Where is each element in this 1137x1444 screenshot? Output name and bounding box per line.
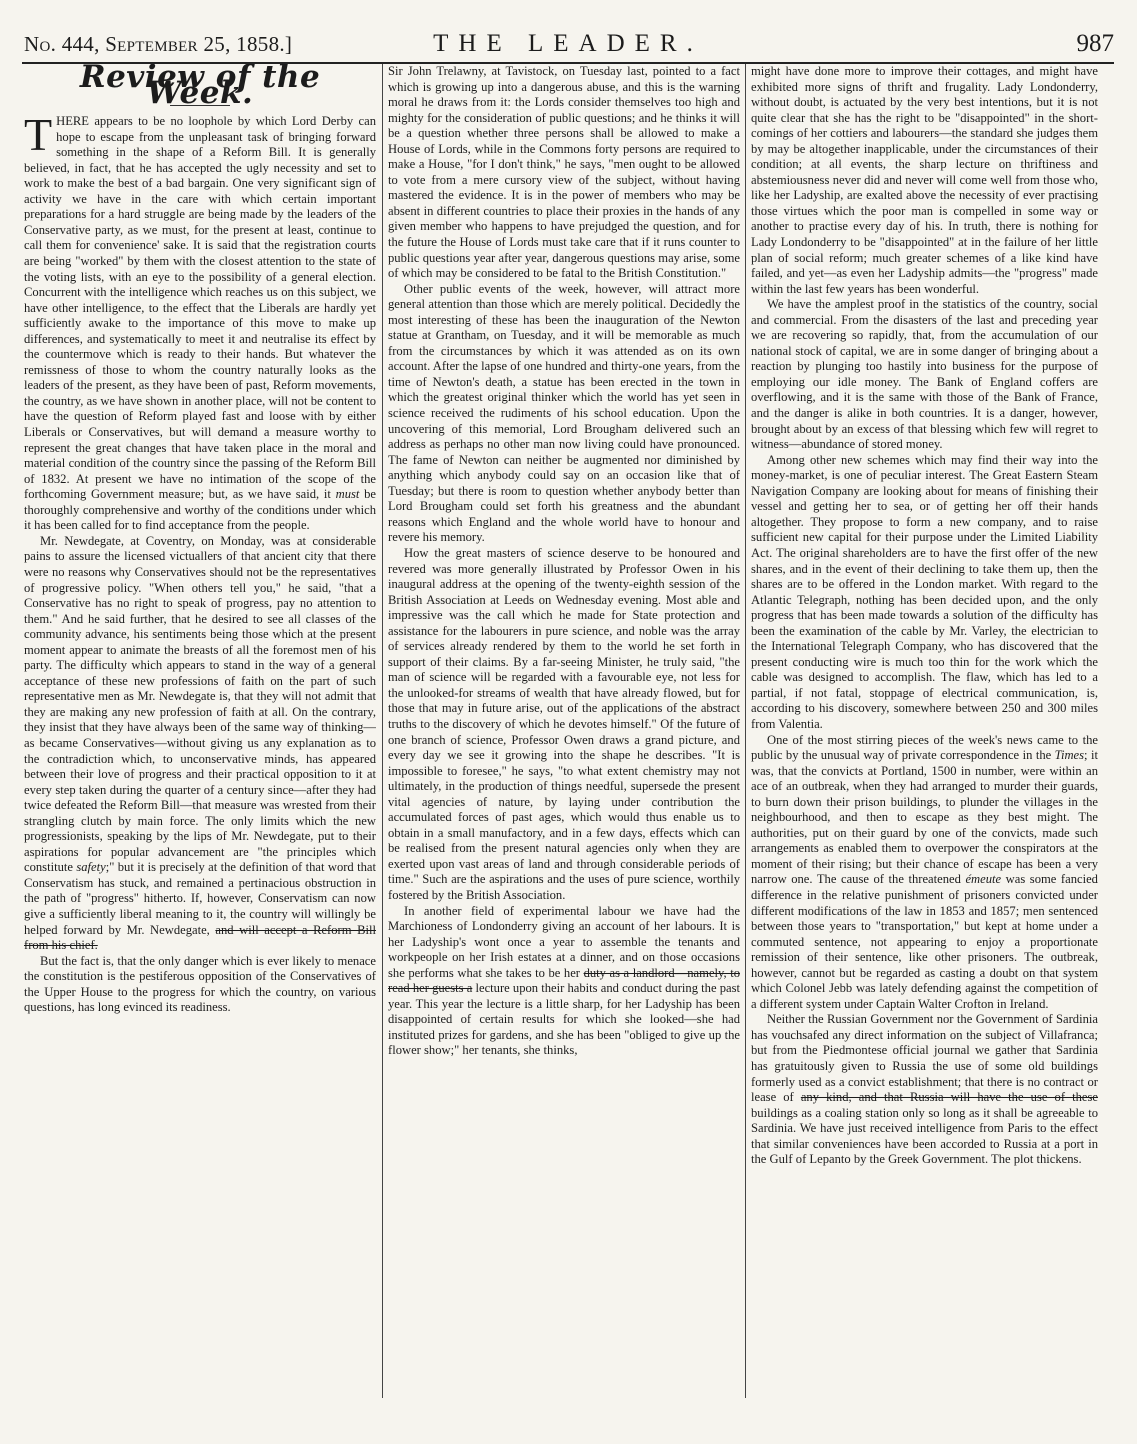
page-number: 987 bbox=[1076, 30, 1114, 57]
paragraph: Other public events of the week, however, will attract more general attention than those which are merely political. Decidedly the most interesting of these has been the inauguration of the Newton statue at Grantham, on Tuesday, and it will be memorable as much from the circumstances by which it was attended as on its own account. After the lapse of one hundred and thirty-one years, from the time of Newton's death, a statue has been erected in the town in which the greatest original thinker which the world has yet seen in science received the rudiments of his school education. Upon the uncovering of this memorial, Lord Brougham delivered such an address as perhaps no other man now living could have pronounced. The fame of Newton can neither be augmented nor diminished by anything which anybody could say on an occasion like that of Tuesday; but there is room to question whether anybody better than Lord Brougham could set forth his greatness and the abundant reasons which England and the whole world have to honour and revere his memory. bbox=[388, 281, 740, 545]
column-rule-left bbox=[382, 64, 383, 1398]
drop-cap: T bbox=[24, 109, 53, 161]
section-heading: Review of the Week. bbox=[79, 64, 321, 111]
paragraph: We have the amplest proof in the statistics of the country, social and commercial. From the disasters of the last and preceding year we are recovering so rapidly, that, from the accumulation of our national stock of capital, we are in some danger of bringing about a reaction by plunging too hastily into business for the purpose of employing our idle money. The Bank of England coffers are overflowing, and it is the same with those of the Bank of France, and the danger is alike in both countries. It is a danger, however, brought about by an excess of that blessing which few will regret to witness—abundance of stored money. bbox=[751, 297, 1098, 452]
paragraph: Neither the Russian Government nor the Government of Sardinia has vouchsafed any direct information on the subject of Villafranca; but from the Piedmontese official journal we gather that Sardinia has gratuitously given to Russia the use of some old buildings formerly used as a convict establishment; that there is no contract or lease of any kind, and that Russia will have the use of these buildings as a coaling station only so long as it shall be agreeable to Sardinia. We have just received intelligence from Paris to the effect that similar conveniences have been accorded to Russia at a port in the Gulf of Lepanto by the Greek Government. The plot thickens. bbox=[751, 1012, 1098, 1167]
paragraph: Mr. Newdegate, at Coventry, on Monday, was at considerable pains to assure the licensed victuallers of that ancient city that there were no reasons why Conservatives should not be the representatives of progressive policy. "When others tell you," he said, "that a Conservative has no right to speak of progress, pay no attention to them." And he said further, that he desired to see all classes of the community advance, his sentiments being those which at the present moment appear to animate the breasts of all the foremost men of his party. The difficulty which appears to stand in the way of a general acceptance of these new professions of faith on the part of such representative men as Mr. Newdegate is, that they will not admit that they are making any new profession of faith at all. On the contrary, they insist that they have always been of the same way of thinking—as became Conservatives—without giving us any explanation as to the contradiction which, to unconservative minds, has appeared between their love of progress and their practical opposition to it at every step taken during the quarter of a century since—after they had twice defeated the Reform Bill—that measure was wrested from their strangling clutch by main force. The only limits which the new progressionists, speaking by the lips of Mr. Newdegate, put to their aspirations for popular advancement are "the principles which constitute safety;" but it is precisely at the definition of that word that Conservatism has stuck, and remained a pertinacious obstruction in the path of "progress" hitherto. If, however, Conservatism can now give a sufficiently liberal meaning to it, the country will willingly be helped forward by Mr. Newdegate, and will accept a Reform Bill from his chief. bbox=[24, 533, 376, 953]
masthead bbox=[22, 28, 1114, 64]
paragraph: Among other new schemes which may find their way into the money-market, is one of peculiar interest. The Great Eastern Steam Navigation Company are looking about for means of finishing their vessel and getting her to sea, or of getting her off their hands altogether. They propose to form a new company, and to raise sufficient new capital for their purpose under the Limited Liability Act. The original shareholders are to have the first offer of the new shares, and in the event of their declining to take them up, then the shares are to be offered in the London market. With regard to the Atlantic Telegraph, nothing has been decided upon, and the only progress that has been made towards a solution of the difficulty has been the examination of the cable by Mr. Varley, the electrician to the International Telegraph Company, who has discovered that the present conducting wire is much too thin for the work which the cable was designed to accomplish. The flaw, which has led to a partial, if not fatal, stoppage of electrical communication, is, according to his discovery, somewhere between 250 and 300 miles from Valentia. bbox=[751, 452, 1098, 731]
column-2 bbox=[388, 64, 740, 1404]
paragraph: But the fact is, that the only danger which is ever likely to menace the constitution is the pestiferous opposition of the Conservatives of the Upper House to the progress for which the country, on various questions, has long evinced its readiness. bbox=[24, 953, 376, 1015]
paragraph: How the great masters of science deserve to be honoured and revered was more generally illustrated by Professor Owen in his inaugural address at the opening of the twenty-eighth session of the British Association at Leeds on Wednesday evening. Most able and impressive was the call which he made for State protection and assistance for the labourers in pure science, and noble was the array of services already rendered by them to the world he set forth in support of their claims. By a far-seeing Minister, he truly said, "the man of science will be regarded with a favourable eye, not less for the unlooked-for streams of wealth that have already flowed, but for those that may in future arise, out of the applications of the abstract truths to the discovery of which he devotes himself." Of the future of one branch of science, Professor Owen draws a grand picture, and every day we see it growing into the shape he describes. "It is impossible to foresee," he says, "to what extent chemistry may not ultimately, in the production of things needful, supersede the present vital agencies of nature, by laying under contribution the accumulated forces of past ages, which would thus enable us to obtain in a small manufactory, and in a few days, effects which can be realised from the present natural agencies only when they are exerted upon vast areas of land and through considerable periods of time." Such are the aspirations and the uses of pure science, worthily fostered by the British Association. bbox=[388, 545, 740, 902]
paragraph: One of the most stirring pieces of the week's news came to the public by the unusual way of private correspondence in the Times; it was, that the convicts at Portland, 1500 in number, were within an ace of an outbreak, when they had arranged to murder their guards, to burn down their prison buildings, to plunder the villages in the neighbourhood, and then to escape as they best might. The authorities, put on their guard by one of the convicts, made such arrangements as enabled them to overpower the conspirators at the moment of their rising; but their chance of escape has been a very narrow one. The cause of the threatened émeute was some fancied difference in the relative punishment of prisoners convicted under different modifications of the law in 1853 and 1857; men sentenced between those years to "transportation," but kept at home under a commuted sentence, not appearing to enjoy a proportionate remission of their sentence, like other prisoners. The outbreak, however, cannot but be regarded as casting a doubt on that system which Colonel Jebb was lately defending against the competition of a different system under Captain Walter Crofton in Ireland. bbox=[751, 732, 1098, 1011]
paragraph: In another field of experimental labour we have had the Marchioness of Londonderry giving an account of her labours. It is her Ladyship's wont once a year to assemble the tenants and workpeople on her Irish estates at a dinner, and on those occasions she performs what she takes to be her duty as a landlord—namely, to read her guests a lecture upon their habits and conduct during the past year. This year the lecture is a little sharp, for her Ladyship has been disappointed of certain results for which she looked—she had instituted prizes for gardens, and she has been "obliged to give up the flower show;" her tenants, she thinks, bbox=[388, 903, 740, 1058]
paragraph: THERE appears to be no loophole by which Lord Derby can hope to escape from the unpleasant task of bringing forward something in the shape of a Reform Bill. It is generally believed, in fact, that he has accepted the ugly necessity and set to work to make the best of a bad bargain. One very significant sign of activity we have in the care with which certain important preparations for a hard struggle are being made by the leaders of the Conservative party, as we must, for the present at least, continue to call them for convenience' sake. It is said that the registration courts are being "worked" by them with the closest attention to the state of the voting lists, with an eye to the possibility of a general election. Concurrent with the intelligence which reaches us on this subject, we have other intelligence, to the effect that the Liberals are hardly yet sufficiently awake to the importance of this move to make up differences, and systematically to meet it and neutralise its effect by the countermove which is ready to their hands. But whatever the remissness of those to whom the country naturally looks as the leaders of the present, as they have been of past, Reform movements, the country, as we have shown in another place, will not be content to have the question of Reform played fast and loose with by either Liberals or Conservatives, but will demand a measure worthy to represent the great changes that have taken place in the moral and material condition of the country since the passing of the Reform Bill of 1832. At present we have no intimation of the scope of the forthcoming Government measure; but, as we have said, it must be thoroughly comprehensive and worthy of the conditions under which it has been called for to find acceptance from the people. bbox=[24, 109, 376, 533]
column-1 bbox=[24, 64, 376, 1404]
column-rule-right bbox=[745, 64, 746, 1398]
newspaper-title: THE LEADER. bbox=[433, 30, 703, 57]
issue-line: No. 444, September 25, 1858.] bbox=[24, 32, 293, 56]
paragraph: Sir John Trelawny, at Tavistock, on Tuesday last, pointed to a fact which is growing up into a dangerous abuse, and this is the warning moral he draws from it: the Lords consider themselves too high and mighty for the consideration of public questions; and he thinks it will be a question whether three persons shall be allowed to make a House of Lords, while in the Commons forty persons are required to make a House, "for I don't think," he says, "men ought to be allowed to vote from a mere cursory view of the subject, without having mastered the evidence. It is in the power of members who may be absent in different countries to place their proxies in the hands of any given member who happens to have prejudged the question, and for the future the House of Lords must take care that if it runs counter to public questions year after year, dangerous questions may arise, some of which may be considered to be fatal to the British Constitution." bbox=[388, 64, 740, 281]
paragraph: might have done more to improve their cottages, and might have exhibited more signs of thrift and frugality. Lady Londonderry, without doubt, is actuated by the very best intentions, but it is not quite clear that she has the right to be "disappointed" in the short-comings of her cottiers and labourers—the standard she judges them by may be altogether inapplicable, under the circumstances of their condition; at all events, the sharp lecture on thriftiness and abstemiousness never did and never will come well from those who, like her Ladyship, are exalted above the necessity of ever practising those virtues which the poor man is compelled in some way or another to practise every day of his. In truth, there is nothing for Lady Londonderry to be "disappointed" at in the failure of her little plan of social reform; much greater schemes of a like kind have failed, and yet—as even her Ladyship admits—the "progress" made within the last few years has been wonderful. bbox=[751, 64, 1098, 296]
column-3 bbox=[751, 64, 1098, 1404]
